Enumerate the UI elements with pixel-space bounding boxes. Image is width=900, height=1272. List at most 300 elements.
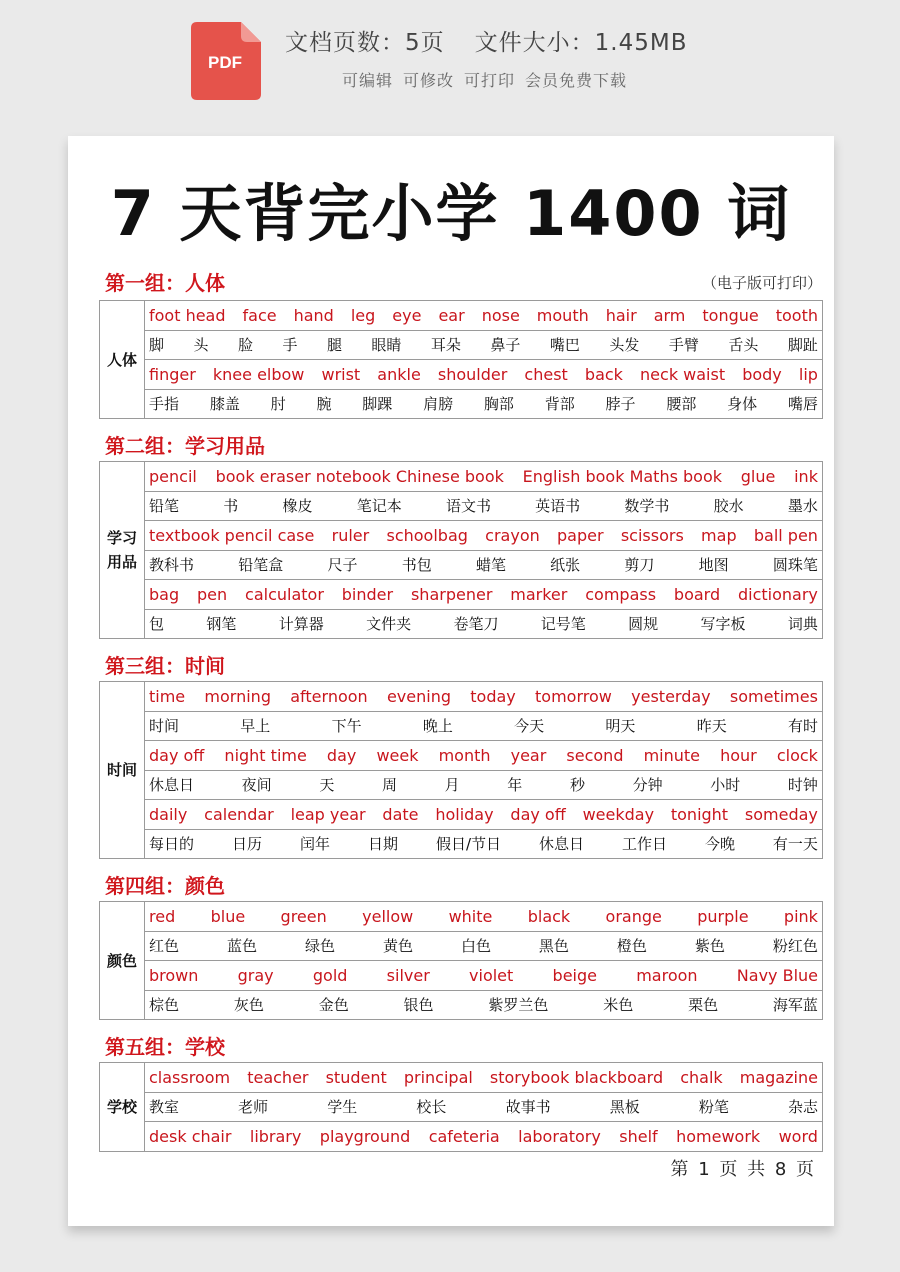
chinese-meaning: 膝盖	[209, 395, 240, 414]
chinese-meaning: 手指	[149, 395, 180, 414]
chinese-meaning: 教室	[149, 1098, 180, 1117]
english-word: scissors	[620, 525, 684, 545]
chinese-meaning: 米色	[603, 996, 634, 1015]
english-word: pencil	[149, 466, 197, 486]
english-word: homework	[676, 1126, 761, 1146]
chinese-meaning: 肘	[270, 395, 286, 414]
english-word: tongue	[702, 305, 759, 325]
chinese-meaning: 红色	[149, 937, 180, 956]
chinese-meaning: 鼻子	[490, 336, 521, 355]
chinese-meaning: 分钟	[632, 776, 663, 795]
chinese-meaning: 手	[282, 336, 298, 355]
word-list	[149, 554, 818, 575]
english-word: glue	[740, 466, 776, 486]
chinese-meaning: 蜡笔	[475, 556, 506, 575]
chinese-meaning: 周	[381, 776, 397, 795]
english-word: leap year	[290, 804, 366, 824]
group-title: 第五组：学校	[105, 1035, 225, 1059]
word-list	[149, 805, 818, 824]
english-word: shelf	[619, 1126, 658, 1146]
file-info	[285, 24, 717, 57]
english-word: someday	[744, 804, 818, 824]
english-word: day off	[510, 804, 566, 824]
vocabulary-table	[99, 901, 823, 1020]
chinese-meaning-row	[100, 770, 823, 800]
feature-printable: 可打印	[464, 71, 516, 90]
english-word: teacher	[247, 1067, 309, 1087]
word-list	[149, 495, 818, 516]
english-word: night time	[224, 745, 307, 765]
word-list	[149, 526, 818, 545]
word-list	[149, 994, 818, 1015]
chinese-meaning: 棕色	[149, 996, 180, 1015]
group-title: 第四组：颜色	[105, 874, 225, 898]
feature-member-download: 会员免费下载	[525, 71, 628, 90]
vocabulary-table	[99, 461, 823, 639]
english-word-row	[100, 1122, 823, 1152]
word-list	[149, 467, 818, 486]
chinese-meaning: 时钟	[787, 776, 818, 795]
english-word: body	[742, 364, 782, 384]
chinese-meaning: 蓝色	[226, 937, 257, 956]
english-word: hand	[293, 305, 334, 325]
english-word: board	[673, 584, 721, 604]
english-word: playground	[319, 1126, 411, 1146]
chinese-meaning-row	[100, 1092, 823, 1122]
chinese-meaning: 黑板	[609, 1098, 640, 1117]
page-footer: 第 1 页 共 8 页	[670, 1159, 816, 1180]
english-word: storybook blackboard	[489, 1067, 664, 1087]
english-word: word	[778, 1126, 818, 1146]
english-word: yesterday	[631, 686, 711, 706]
chinese-meaning: 腿	[326, 336, 342, 355]
chinese-meaning: 小时	[710, 776, 741, 795]
english-word-row	[100, 521, 823, 551]
english-word: time	[149, 686, 186, 706]
chinese-meaning: 粉红色	[772, 937, 818, 956]
chinese-meaning: 金色	[318, 996, 349, 1015]
chinese-meaning: 夜间	[241, 776, 272, 795]
english-word: month	[438, 745, 491, 765]
chinese-meaning: 粉笔	[698, 1098, 729, 1117]
chinese-meaning: 闰年	[299, 835, 330, 854]
chinese-meaning: 腰部	[666, 395, 697, 414]
english-word: ankle	[377, 364, 421, 384]
chinese-meaning: 笔记本	[356, 497, 402, 516]
word-list	[149, 306, 818, 325]
chinese-meaning: 白色	[460, 937, 491, 956]
word-cell	[145, 462, 823, 492]
word-list	[149, 1127, 818, 1146]
english-word: clock	[776, 745, 818, 765]
english-word: classroom	[149, 1067, 231, 1087]
english-word: silver	[386, 965, 430, 985]
chinese-meaning: 肩膀	[423, 395, 454, 414]
chinese-meaning-row	[100, 711, 823, 741]
word-list	[149, 365, 818, 384]
chinese-meaning: 紫罗兰色	[488, 996, 549, 1015]
english-word: shoulder	[437, 364, 508, 384]
english-word: eye	[392, 305, 422, 325]
chinese-meaning: 身体	[727, 395, 758, 414]
english-word: library	[249, 1126, 302, 1146]
english-word: book eraser notebook Chinese book	[215, 466, 504, 486]
chinese-meaning: 栗色	[688, 996, 719, 1015]
feature-modifiable: 可修改	[403, 71, 455, 90]
vocabulary-table	[99, 681, 823, 859]
chinese-meaning: 天	[319, 776, 335, 795]
chinese-meaning: 英语书	[535, 497, 581, 516]
chinese-meaning: 眼睛	[371, 336, 402, 355]
english-word-row	[100, 1063, 823, 1093]
word-cell	[145, 829, 823, 859]
english-word: crayon	[485, 525, 540, 545]
chinese-meaning: 记号笔	[540, 615, 586, 634]
english-word: ball pen	[753, 525, 818, 545]
chinese-meaning: 每日的	[149, 835, 195, 854]
english-word: maroon	[636, 965, 698, 985]
chinese-meaning: 脚趾	[787, 336, 818, 355]
chinese-meaning: 圆珠笔	[772, 556, 818, 575]
english-word: yellow	[362, 906, 414, 926]
english-word: paper	[557, 525, 604, 545]
pdf-badge-text: PDF	[208, 53, 242, 72]
english-word: mouth	[536, 305, 589, 325]
word-list	[149, 334, 818, 355]
english-word: map	[701, 525, 737, 545]
pdf-file-icon	[191, 22, 261, 100]
english-word-row	[100, 462, 823, 492]
english-word: Navy Blue	[736, 965, 818, 985]
english-word: gold	[312, 965, 348, 985]
word-list	[149, 966, 818, 985]
english-word: arm	[653, 305, 686, 325]
chinese-meaning: 有一天	[772, 835, 818, 854]
word-cell	[145, 330, 823, 360]
english-word: afternoon	[290, 686, 368, 706]
vocabulary-table	[99, 300, 823, 419]
english-word: brown	[149, 965, 199, 985]
word-list	[149, 613, 818, 634]
chinese-meaning-row	[100, 491, 823, 521]
group-label	[100, 462, 145, 639]
english-word: ruler	[331, 525, 370, 545]
chinese-meaning: 钢笔	[206, 615, 237, 634]
chinese-meaning: 黄色	[382, 937, 413, 956]
english-word-row	[100, 580, 823, 610]
chinese-meaning: 年	[507, 776, 523, 795]
english-word: dictionary	[738, 584, 818, 604]
english-word: cafeteria	[428, 1126, 500, 1146]
chinese-meaning: 下午	[331, 717, 362, 736]
chinese-meaning: 地图	[698, 556, 729, 575]
english-word-row	[100, 360, 823, 390]
chinese-meaning: 时间	[149, 717, 180, 736]
chinese-meaning-row	[100, 550, 823, 580]
english-word: desk chair	[149, 1126, 232, 1146]
group-label-text: 学习用品	[106, 529, 137, 571]
chinese-meaning: 书包	[401, 556, 432, 575]
chinese-meaning: 有时	[787, 717, 818, 736]
english-word: principal	[403, 1067, 473, 1087]
word-cell	[145, 609, 823, 639]
chinese-meaning-row	[100, 389, 823, 419]
english-word: sharpener	[410, 584, 493, 604]
english-word: hair	[605, 305, 637, 325]
document-page	[68, 136, 834, 1226]
english-word: date	[382, 804, 419, 824]
english-word: blue	[210, 906, 246, 926]
english-word: ink	[794, 466, 818, 486]
chinese-meaning: 圆规	[628, 615, 659, 634]
chinese-meaning-row	[100, 330, 823, 360]
english-word: chalk	[680, 1067, 723, 1087]
word-cell	[145, 770, 823, 800]
chinese-meaning: 胸部	[483, 395, 514, 414]
chinese-meaning: 老师	[238, 1098, 269, 1117]
english-word: evening	[386, 686, 451, 706]
chinese-meaning: 月	[444, 776, 460, 795]
chinese-meaning: 秒	[569, 776, 585, 795]
chinese-meaning: 工作日	[621, 835, 667, 854]
english-word: face	[242, 305, 277, 325]
english-word: today	[470, 686, 516, 706]
word-cell	[145, 301, 823, 331]
english-word: English book Maths book	[522, 466, 723, 486]
chinese-meaning: 故事书	[505, 1098, 551, 1117]
english-word: finger	[149, 364, 196, 384]
word-list	[149, 393, 818, 414]
chinese-meaning: 绿色	[304, 937, 335, 956]
word-list	[149, 715, 818, 736]
group-title: 第一组：人体	[105, 271, 225, 295]
word-cell	[145, 961, 823, 991]
english-word: daily	[149, 804, 188, 824]
english-word: knee elbow	[212, 364, 305, 384]
chinese-meaning: 脸	[237, 336, 253, 355]
english-word: second	[566, 745, 624, 765]
word-cell	[145, 521, 823, 551]
chinese-meaning: 背部	[544, 395, 575, 414]
word-cell	[145, 550, 823, 580]
group-label: 颜色	[100, 902, 145, 1020]
word-list	[149, 687, 818, 706]
group-title: 第三组：时间	[105, 654, 225, 678]
english-word: ear	[438, 305, 465, 325]
chinese-meaning: 灰色	[233, 996, 264, 1015]
chinese-meaning: 包	[149, 615, 165, 634]
english-word: day off	[149, 745, 205, 765]
download-banner	[0, 0, 900, 118]
english-word: lip	[798, 364, 818, 384]
group-label: 时间	[100, 682, 145, 859]
chinese-meaning: 校长	[416, 1098, 447, 1117]
english-word: student	[325, 1067, 387, 1087]
english-word: tomorrow	[535, 686, 612, 706]
chinese-meaning: 铅笔盒	[238, 556, 284, 575]
word-cell	[145, 800, 823, 830]
chinese-meaning: 今晚	[704, 835, 735, 854]
english-word: back	[584, 364, 623, 384]
chinese-meaning: 文件夹	[366, 615, 412, 634]
english-word: hour	[720, 745, 757, 765]
chinese-meaning: 计算器	[278, 615, 324, 634]
chinese-meaning: 杂志	[787, 1098, 818, 1117]
word-cell	[145, 741, 823, 771]
english-word-row	[100, 902, 823, 932]
chinese-meaning: 脚踝	[362, 395, 393, 414]
word-cell	[145, 990, 823, 1020]
english-word: weekday	[582, 804, 655, 824]
chinese-meaning: 胶水	[713, 497, 744, 516]
english-word: minute	[643, 745, 700, 765]
word-list	[149, 1068, 818, 1087]
chinese-meaning: 日历	[231, 835, 262, 854]
chinese-meaning: 舌头	[728, 336, 759, 355]
english-word: binder	[341, 584, 394, 604]
chinese-meaning: 手臂	[668, 336, 699, 355]
chinese-meaning: 学生	[327, 1098, 358, 1117]
chinese-meaning: 数学书	[624, 497, 670, 516]
english-word: sometimes	[729, 686, 818, 706]
english-word: year	[510, 745, 547, 765]
chinese-meaning: 明天	[605, 717, 636, 736]
english-word: magazine	[739, 1067, 818, 1087]
word-cell	[145, 1092, 823, 1122]
chinese-meaning: 墨水	[787, 497, 818, 516]
chinese-meaning: 教科书	[149, 556, 195, 575]
chinese-meaning: 腕	[316, 395, 332, 414]
english-word: nose	[481, 305, 520, 325]
english-word: holiday	[435, 804, 494, 824]
chinese-meaning: 休息日	[149, 776, 195, 795]
chinese-meaning: 尺子	[327, 556, 358, 575]
english-word: schoolbag	[386, 525, 468, 545]
group-label: 人体	[100, 301, 145, 419]
english-word: orange	[605, 906, 662, 926]
chinese-meaning: 铅笔	[149, 497, 180, 516]
english-word: calendar	[204, 804, 274, 824]
english-word: chest	[524, 364, 568, 384]
word-list	[149, 935, 818, 956]
chinese-meaning: 语文书	[445, 497, 491, 516]
group-title: 第二组：学习用品	[105, 434, 265, 458]
english-word: pink	[783, 906, 818, 926]
word-cell	[145, 902, 823, 932]
group-label: 学校	[100, 1063, 145, 1152]
chinese-meaning: 头	[193, 336, 209, 355]
feature-editable: 可编辑	[342, 71, 394, 90]
english-word: week	[376, 745, 419, 765]
document-title: 7 天背完小学 1400 词	[110, 177, 792, 250]
english-word-row	[100, 800, 823, 830]
english-word: marker	[510, 584, 568, 604]
word-cell	[145, 580, 823, 610]
chinese-meaning: 昨天	[696, 717, 727, 736]
chinese-meaning: 银色	[403, 996, 434, 1015]
english-word: white	[448, 906, 493, 926]
english-word: purple	[697, 906, 749, 926]
chinese-meaning: 卷笔刀	[453, 615, 499, 634]
english-word: beige	[552, 965, 597, 985]
chinese-meaning: 橙色	[616, 937, 647, 956]
chinese-meaning: 词典	[787, 615, 818, 634]
english-word: tonight	[670, 804, 729, 824]
english-word: green	[280, 906, 327, 926]
chinese-meaning: 海军蓝	[772, 996, 818, 1015]
chinese-meaning: 脖子	[605, 395, 636, 414]
english-word-row	[100, 741, 823, 771]
word-list	[149, 746, 818, 765]
chinese-meaning: 写字板	[700, 615, 746, 634]
word-list	[149, 833, 818, 854]
word-cell	[145, 360, 823, 390]
word-list	[149, 907, 818, 926]
english-word: wrist	[321, 364, 361, 384]
page-count: 文档页数：5页	[285, 30, 445, 56]
english-word: bag	[149, 584, 180, 604]
english-word-row	[100, 682, 823, 712]
chinese-meaning: 紫色	[694, 937, 725, 956]
chinese-meaning: 嘴巴	[549, 336, 580, 355]
word-cell	[145, 682, 823, 712]
english-word: compass	[585, 584, 657, 604]
chinese-meaning-row	[100, 829, 823, 859]
chinese-meaning: 脚	[149, 336, 165, 355]
file-size: 文件大小：1.45MB	[474, 30, 688, 56]
chinese-meaning: 嘴唇	[787, 395, 818, 414]
word-cell	[145, 1122, 823, 1152]
english-word: textbook pencil case	[149, 525, 315, 545]
english-word: laboratory	[518, 1126, 601, 1146]
chinese-meaning-row	[100, 931, 823, 961]
english-word: foot head	[149, 305, 226, 325]
english-word: morning	[204, 686, 271, 706]
english-word: violet	[469, 965, 514, 985]
english-word: neck waist	[640, 364, 726, 384]
chinese-meaning: 休息日	[538, 835, 584, 854]
chinese-meaning: 橡皮	[282, 497, 313, 516]
word-cell	[145, 711, 823, 741]
english-word: calculator	[245, 584, 324, 604]
english-word-row	[100, 961, 823, 991]
chinese-meaning-row	[100, 990, 823, 1020]
chinese-meaning: 黑色	[538, 937, 569, 956]
chinese-meaning: 今天	[514, 717, 545, 736]
chinese-meaning: 晚上	[422, 717, 453, 736]
chinese-meaning: 书	[223, 497, 239, 516]
word-cell	[145, 491, 823, 521]
vocabulary-table	[99, 1062, 823, 1152]
chinese-meaning: 假日/节日	[435, 835, 501, 854]
word-cell	[145, 389, 823, 419]
english-word: gray	[237, 965, 274, 985]
english-word: day	[326, 745, 357, 765]
feature-list	[342, 68, 637, 91]
word-cell	[145, 931, 823, 961]
chinese-meaning: 早上	[240, 717, 271, 736]
chinese-meaning: 耳朵	[430, 336, 461, 355]
chinese-meaning-row	[100, 609, 823, 639]
word-list	[149, 585, 818, 604]
chinese-meaning: 日期	[367, 835, 398, 854]
english-word: pen	[197, 584, 228, 604]
word-list	[149, 774, 818, 795]
english-word: black	[527, 906, 571, 926]
english-word: tooth	[775, 305, 818, 325]
word-cell	[145, 1063, 823, 1093]
chinese-meaning: 头发	[609, 336, 640, 355]
